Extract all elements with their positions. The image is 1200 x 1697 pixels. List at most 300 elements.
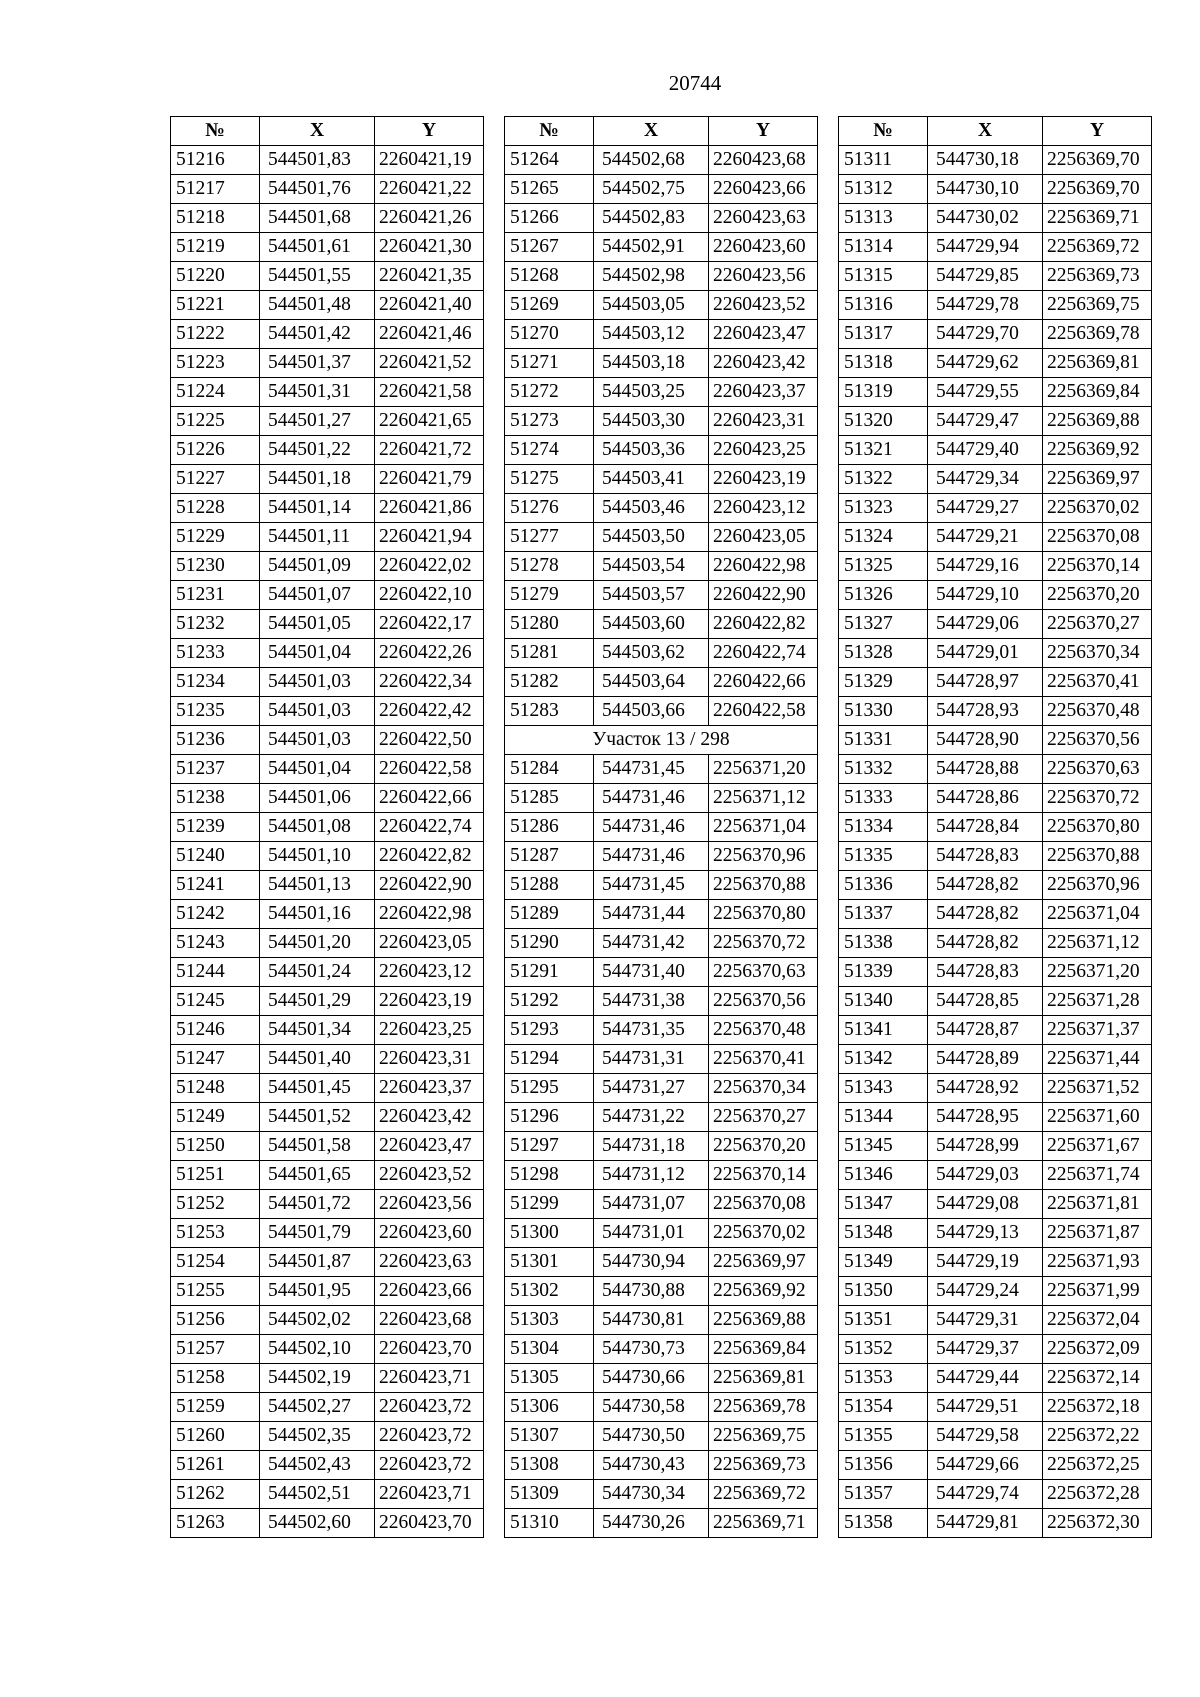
point-number-cell: 51339 <box>839 958 928 987</box>
x-coordinate-cell: 544503,60 <box>594 610 709 639</box>
table-row <box>505 639 818 668</box>
y-coordinate-cell: 2260423,31 <box>709 407 818 436</box>
table-row <box>505 668 818 697</box>
x-coordinate-cell: 544501,18 <box>260 465 375 494</box>
y-coordinate-cell: 2260421,40 <box>375 291 484 320</box>
x-coordinate-cell: 544731,45 <box>594 755 709 784</box>
header-x: X <box>594 117 709 146</box>
point-number-cell: 51261 <box>171 1451 260 1480</box>
x-coordinate-cell: 544501,08 <box>260 813 375 842</box>
y-coordinate-cell: 2260421,58 <box>375 378 484 407</box>
y-coordinate-cell: 2260422,82 <box>375 842 484 871</box>
y-coordinate-cell: 2256372,09 <box>1043 1335 1152 1364</box>
point-number-cell: 51302 <box>505 1277 594 1306</box>
table-row <box>839 1132 1152 1161</box>
y-coordinate-cell: 2256370,48 <box>709 1016 818 1045</box>
table-row <box>171 1306 484 1335</box>
x-coordinate-cell: 544501,29 <box>260 987 375 1016</box>
y-coordinate-cell: 2260422,90 <box>709 581 818 610</box>
table-row <box>839 1045 1152 1074</box>
point-number-cell: 51246 <box>171 1016 260 1045</box>
y-coordinate-cell: 2256370,63 <box>709 958 818 987</box>
point-number-cell: 51217 <box>171 175 260 204</box>
table-row <box>505 146 818 175</box>
x-coordinate-cell: 544731,22 <box>594 1103 709 1132</box>
table-row <box>839 987 1152 1016</box>
point-number-cell: 51262 <box>171 1480 260 1509</box>
x-coordinate-cell: 544731,18 <box>594 1132 709 1161</box>
point-number-cell: 51258 <box>171 1364 260 1393</box>
y-coordinate-cell: 2256369,97 <box>709 1248 818 1277</box>
point-number-cell: 51330 <box>839 697 928 726</box>
point-number-cell: 51283 <box>505 697 594 726</box>
y-coordinate-cell: 2256371,37 <box>1043 1016 1152 1045</box>
x-coordinate-cell: 544729,51 <box>928 1393 1043 1422</box>
y-coordinate-cell: 2256369,70 <box>1043 146 1152 175</box>
x-coordinate-cell: 544501,79 <box>260 1219 375 1248</box>
point-number-cell: 51346 <box>839 1161 928 1190</box>
table-row <box>171 407 484 436</box>
y-coordinate-cell: 2260421,26 <box>375 204 484 233</box>
y-coordinate-cell: 2256371,52 <box>1043 1074 1152 1103</box>
table-row <box>171 581 484 610</box>
point-number-cell: 51280 <box>505 610 594 639</box>
x-coordinate-cell: 544728,86 <box>928 784 1043 813</box>
table-row <box>505 1132 818 1161</box>
point-number-cell: 51351 <box>839 1306 928 1335</box>
table-row <box>505 1393 818 1422</box>
x-coordinate-cell: 544729,16 <box>928 552 1043 581</box>
point-number-cell: 51335 <box>839 842 928 871</box>
x-coordinate-cell: 544501,87 <box>260 1248 375 1277</box>
x-coordinate-cell: 544503,18 <box>594 349 709 378</box>
x-coordinate-cell: 544729,47 <box>928 407 1043 436</box>
point-number-cell: 51255 <box>171 1277 260 1306</box>
x-coordinate-cell: 544501,34 <box>260 1016 375 1045</box>
y-coordinate-cell: 2256370,41 <box>709 1045 818 1074</box>
x-coordinate-cell: 544728,95 <box>928 1103 1043 1132</box>
x-coordinate-cell: 544731,27 <box>594 1074 709 1103</box>
y-coordinate-cell: 2256372,04 <box>1043 1306 1152 1335</box>
table-row <box>171 987 484 1016</box>
header-y: Y <box>1043 117 1152 146</box>
y-coordinate-cell: 2260423,63 <box>375 1248 484 1277</box>
x-coordinate-cell: 544503,54 <box>594 552 709 581</box>
table-row <box>839 1335 1152 1364</box>
y-coordinate-cell: 2256369,70 <box>1043 175 1152 204</box>
table-row <box>839 1103 1152 1132</box>
y-coordinate-cell: 2256369,78 <box>1043 320 1152 349</box>
y-coordinate-cell: 2260423,25 <box>709 436 818 465</box>
table-row <box>839 204 1152 233</box>
x-coordinate-cell: 544502,98 <box>594 262 709 291</box>
point-number-cell: 51343 <box>839 1074 928 1103</box>
point-number-cell: 51342 <box>839 1045 928 1074</box>
point-number-cell: 51304 <box>505 1335 594 1364</box>
y-coordinate-cell: 2260423,68 <box>375 1306 484 1335</box>
point-number-cell: 51296 <box>505 1103 594 1132</box>
y-coordinate-cell: 2260423,37 <box>709 378 818 407</box>
table-row <box>505 1422 818 1451</box>
point-number-cell: 51312 <box>839 175 928 204</box>
y-coordinate-cell: 2256370,63 <box>1043 755 1152 784</box>
x-coordinate-cell: 544503,05 <box>594 291 709 320</box>
y-coordinate-cell: 2260423,12 <box>709 494 818 523</box>
point-number-cell: 51249 <box>171 1103 260 1132</box>
x-coordinate-cell: 544728,93 <box>928 697 1043 726</box>
y-coordinate-cell: 2260421,52 <box>375 349 484 378</box>
table-row <box>839 1364 1152 1393</box>
point-number-cell: 51233 <box>171 639 260 668</box>
point-number-cell: 51247 <box>171 1045 260 1074</box>
y-coordinate-cell: 2256369,73 <box>709 1451 818 1480</box>
table-row <box>839 552 1152 581</box>
point-number-cell: 51352 <box>839 1335 928 1364</box>
x-coordinate-cell: 544501,06 <box>260 784 375 813</box>
x-coordinate-cell: 544731,40 <box>594 958 709 987</box>
point-number-cell: 51310 <box>505 1509 594 1538</box>
point-number-cell: 51325 <box>839 552 928 581</box>
x-coordinate-cell: 544730,18 <box>928 146 1043 175</box>
y-coordinate-cell: 2260422,10 <box>375 581 484 610</box>
x-coordinate-cell: 544501,03 <box>260 668 375 697</box>
table-row <box>505 610 818 639</box>
x-coordinate-cell: 544728,85 <box>928 987 1043 1016</box>
y-coordinate-cell: 2260421,65 <box>375 407 484 436</box>
table-row <box>839 1074 1152 1103</box>
table-row <box>171 436 484 465</box>
table-row <box>839 378 1152 407</box>
table-header-row <box>839 117 1152 146</box>
point-number-cell: 51317 <box>839 320 928 349</box>
point-number-cell: 51278 <box>505 552 594 581</box>
table-row <box>839 581 1152 610</box>
y-coordinate-cell: 2260422,74 <box>709 639 818 668</box>
table-row <box>839 1480 1152 1509</box>
table-row <box>171 465 484 494</box>
table-row <box>171 958 484 987</box>
point-number-cell: 51222 <box>171 320 260 349</box>
point-number-cell: 51216 <box>171 146 260 175</box>
x-coordinate-cell: 544731,38 <box>594 987 709 1016</box>
y-coordinate-cell: 2260423,12 <box>375 958 484 987</box>
y-coordinate-cell: 2256371,74 <box>1043 1161 1152 1190</box>
header-x: X <box>928 117 1043 146</box>
x-coordinate-cell: 544501,42 <box>260 320 375 349</box>
point-number-cell: 51273 <box>505 407 594 436</box>
y-coordinate-cell: 2260423,47 <box>709 320 818 349</box>
x-coordinate-cell: 544730,43 <box>594 1451 709 1480</box>
y-coordinate-cell: 2256369,72 <box>1043 233 1152 262</box>
y-coordinate-cell: 2260423,19 <box>375 987 484 1016</box>
table-row <box>505 291 818 320</box>
point-number-cell: 51257 <box>171 1335 260 1364</box>
y-coordinate-cell: 2256369,73 <box>1043 262 1152 291</box>
table-row <box>839 465 1152 494</box>
table-row <box>839 349 1152 378</box>
x-coordinate-cell: 544731,35 <box>594 1016 709 1045</box>
point-number-cell: 51356 <box>839 1451 928 1480</box>
table-row <box>171 146 484 175</box>
table-row <box>505 900 818 929</box>
point-number-cell: 51350 <box>839 1277 928 1306</box>
y-coordinate-cell: 2256371,93 <box>1043 1248 1152 1277</box>
x-coordinate-cell: 544731,01 <box>594 1219 709 1248</box>
table-row <box>839 1277 1152 1306</box>
table-row <box>839 436 1152 465</box>
y-coordinate-cell: 2256369,92 <box>709 1277 818 1306</box>
x-coordinate-cell: 544730,26 <box>594 1509 709 1538</box>
x-coordinate-cell: 544503,64 <box>594 668 709 697</box>
x-coordinate-cell: 544503,57 <box>594 581 709 610</box>
y-coordinate-cell: 2260423,52 <box>709 291 818 320</box>
x-coordinate-cell: 544729,19 <box>928 1248 1043 1277</box>
point-number-cell: 51286 <box>505 813 594 842</box>
table-row <box>505 1451 818 1480</box>
table-row <box>171 523 484 552</box>
x-coordinate-cell: 544502,19 <box>260 1364 375 1393</box>
x-coordinate-cell: 544729,13 <box>928 1219 1043 1248</box>
y-coordinate-cell: 2260423,63 <box>709 204 818 233</box>
x-coordinate-cell: 544501,68 <box>260 204 375 233</box>
y-coordinate-cell: 2256370,80 <box>1043 813 1152 842</box>
table-row <box>505 1248 818 1277</box>
page-number: 20744 <box>668 71 722 95</box>
point-number-cell: 51275 <box>505 465 594 494</box>
y-coordinate-cell: 2260422,58 <box>709 697 818 726</box>
table-row <box>505 813 818 842</box>
table-row <box>839 262 1152 291</box>
point-number-cell: 51265 <box>505 175 594 204</box>
point-number-cell: 51221 <box>171 291 260 320</box>
point-number-cell: 51313 <box>839 204 928 233</box>
x-coordinate-cell: 544729,37 <box>928 1335 1043 1364</box>
y-coordinate-cell: 2260422,66 <box>375 784 484 813</box>
point-number-cell: 51306 <box>505 1393 594 1422</box>
table-row <box>171 233 484 262</box>
y-coordinate-cell: 2260423,60 <box>375 1219 484 1248</box>
table-row <box>171 1393 484 1422</box>
point-number-cell: 51345 <box>839 1132 928 1161</box>
table-row <box>839 871 1152 900</box>
x-coordinate-cell: 544501,40 <box>260 1045 375 1074</box>
table-row <box>171 1248 484 1277</box>
y-coordinate-cell: 2260421,19 <box>375 146 484 175</box>
y-coordinate-cell: 2256372,30 <box>1043 1509 1152 1538</box>
y-coordinate-cell: 2260423,37 <box>375 1074 484 1103</box>
point-number-cell: 51329 <box>839 668 928 697</box>
point-number-cell: 51248 <box>171 1074 260 1103</box>
x-coordinate-cell: 544502,43 <box>260 1451 375 1480</box>
table-row <box>839 1016 1152 1045</box>
x-coordinate-cell: 544503,62 <box>594 639 709 668</box>
x-coordinate-cell: 544503,66 <box>594 697 709 726</box>
y-coordinate-cell: 2256370,96 <box>709 842 818 871</box>
point-number-cell: 51230 <box>171 552 260 581</box>
point-number-cell: 51348 <box>839 1219 928 1248</box>
table-row <box>505 523 818 552</box>
table-row <box>171 813 484 842</box>
x-coordinate-cell: 544730,34 <box>594 1480 709 1509</box>
table-row <box>839 1422 1152 1451</box>
point-number-cell: 51316 <box>839 291 928 320</box>
point-number-cell: 51332 <box>839 755 928 784</box>
table-row <box>505 204 818 233</box>
point-number-cell: 51326 <box>839 581 928 610</box>
x-coordinate-cell: 544501,37 <box>260 349 375 378</box>
x-coordinate-cell: 544731,45 <box>594 871 709 900</box>
y-coordinate-cell: 2256370,08 <box>709 1190 818 1219</box>
x-coordinate-cell: 544730,94 <box>594 1248 709 1277</box>
x-coordinate-cell: 544731,44 <box>594 900 709 929</box>
table-row <box>839 842 1152 871</box>
point-number-cell: 51334 <box>839 813 928 842</box>
y-coordinate-cell: 2260422,98 <box>375 900 484 929</box>
x-coordinate-cell: 544730,58 <box>594 1393 709 1422</box>
x-coordinate-cell: 544730,88 <box>594 1277 709 1306</box>
table-row <box>839 726 1152 755</box>
table-row <box>839 291 1152 320</box>
y-coordinate-cell: 2256370,80 <box>709 900 818 929</box>
point-number-cell: 51355 <box>839 1422 928 1451</box>
point-number-cell: 51290 <box>505 929 594 958</box>
x-coordinate-cell: 544501,13 <box>260 871 375 900</box>
point-number-cell: 51281 <box>505 639 594 668</box>
y-coordinate-cell: 2256370,88 <box>1043 842 1152 871</box>
y-coordinate-cell: 2260421,86 <box>375 494 484 523</box>
x-coordinate-cell: 544502,83 <box>594 204 709 233</box>
table-row <box>839 958 1152 987</box>
y-coordinate-cell: 2256371,04 <box>709 813 818 842</box>
table-row <box>505 1016 818 1045</box>
x-coordinate-cell: 544501,20 <box>260 929 375 958</box>
table-row <box>505 1335 818 1364</box>
table-row <box>171 1103 484 1132</box>
x-coordinate-cell: 544501,27 <box>260 407 375 436</box>
x-coordinate-cell: 544729,44 <box>928 1364 1043 1393</box>
x-coordinate-cell: 544730,50 <box>594 1422 709 1451</box>
x-coordinate-cell: 544730,73 <box>594 1335 709 1364</box>
table-row <box>171 378 484 407</box>
x-coordinate-cell: 544502,60 <box>260 1509 375 1538</box>
table-row <box>171 610 484 639</box>
point-number-cell: 51294 <box>505 1045 594 1074</box>
x-coordinate-cell: 544728,97 <box>928 668 1043 697</box>
x-coordinate-cell: 544501,16 <box>260 900 375 929</box>
x-coordinate-cell: 544728,82 <box>928 871 1043 900</box>
point-number-cell: 51311 <box>839 146 928 175</box>
table-row <box>839 639 1152 668</box>
table-row <box>505 1480 818 1509</box>
y-coordinate-cell: 2260422,50 <box>375 726 484 755</box>
x-coordinate-cell: 544501,61 <box>260 233 375 262</box>
y-coordinate-cell: 2260423,68 <box>709 146 818 175</box>
x-coordinate-cell: 544501,55 <box>260 262 375 291</box>
y-coordinate-cell: 2260421,46 <box>375 320 484 349</box>
x-coordinate-cell: 544501,07 <box>260 581 375 610</box>
table-row <box>839 1161 1152 1190</box>
y-coordinate-cell: 2256370,14 <box>1043 552 1152 581</box>
x-coordinate-cell: 544731,42 <box>594 929 709 958</box>
table-row <box>171 842 484 871</box>
y-coordinate-cell: 2256370,48 <box>1043 697 1152 726</box>
table-row <box>505 1306 818 1335</box>
point-number-cell: 51344 <box>839 1103 928 1132</box>
point-number-cell: 51241 <box>171 871 260 900</box>
point-number-cell: 51289 <box>505 900 594 929</box>
table-row <box>505 1161 818 1190</box>
y-coordinate-cell: 2260423,56 <box>375 1190 484 1219</box>
point-number-cell: 51266 <box>505 204 594 233</box>
point-number-cell: 51297 <box>505 1132 594 1161</box>
table-row <box>839 668 1152 697</box>
table-row <box>839 610 1152 639</box>
point-number-cell: 51242 <box>171 900 260 929</box>
point-number-cell: 51252 <box>171 1190 260 1219</box>
y-coordinate-cell: 2260423,42 <box>375 1103 484 1132</box>
table-row <box>171 1074 484 1103</box>
point-number-cell: 51308 <box>505 1451 594 1480</box>
coordinates-table-2 <box>504 116 818 1538</box>
y-coordinate-cell: 2260423,05 <box>375 929 484 958</box>
x-coordinate-cell: 544501,72 <box>260 1190 375 1219</box>
point-number-cell: 51279 <box>505 581 594 610</box>
table-row <box>171 900 484 929</box>
point-number-cell: 51319 <box>839 378 928 407</box>
x-coordinate-cell: 544503,12 <box>594 320 709 349</box>
point-number-cell: 51315 <box>839 262 928 291</box>
y-coordinate-cell: 2256372,25 <box>1043 1451 1152 1480</box>
y-coordinate-cell: 2256370,34 <box>709 1074 818 1103</box>
table-row <box>839 494 1152 523</box>
point-number-cell: 51238 <box>171 784 260 813</box>
x-coordinate-cell: 544501,14 <box>260 494 375 523</box>
table-row <box>505 465 818 494</box>
x-coordinate-cell: 544501,22 <box>260 436 375 465</box>
y-coordinate-cell: 2260421,94 <box>375 523 484 552</box>
point-number-cell: 51259 <box>171 1393 260 1422</box>
point-number-cell: 51269 <box>505 291 594 320</box>
table-row <box>171 1219 484 1248</box>
x-coordinate-cell: 544501,48 <box>260 291 375 320</box>
point-number-cell: 51318 <box>839 349 928 378</box>
y-coordinate-cell: 2256369,84 <box>1043 378 1152 407</box>
point-number-cell: 51270 <box>505 320 594 349</box>
table-row <box>171 784 484 813</box>
table-row <box>171 1277 484 1306</box>
x-coordinate-cell: 544501,09 <box>260 552 375 581</box>
y-coordinate-cell: 2260422,98 <box>709 552 818 581</box>
y-coordinate-cell: 2256369,71 <box>709 1509 818 1538</box>
y-coordinate-cell: 2256371,12 <box>1043 929 1152 958</box>
point-number-cell: 51353 <box>839 1364 928 1393</box>
point-number-cell: 51323 <box>839 494 928 523</box>
table-header-row <box>171 117 484 146</box>
y-coordinate-cell: 2256371,81 <box>1043 1190 1152 1219</box>
x-coordinate-cell: 544502,51 <box>260 1480 375 1509</box>
point-number-cell: 51267 <box>505 233 594 262</box>
table-row <box>171 494 484 523</box>
y-coordinate-cell: 2256371,67 <box>1043 1132 1152 1161</box>
table-row <box>839 407 1152 436</box>
y-coordinate-cell: 2260421,22 <box>375 175 484 204</box>
y-coordinate-cell: 2256370,14 <box>709 1161 818 1190</box>
x-coordinate-cell: 544728,90 <box>928 726 1043 755</box>
x-coordinate-cell: 544730,66 <box>594 1364 709 1393</box>
x-coordinate-cell: 544728,82 <box>928 900 1043 929</box>
table-row <box>839 146 1152 175</box>
y-coordinate-cell: 2256370,72 <box>709 929 818 958</box>
